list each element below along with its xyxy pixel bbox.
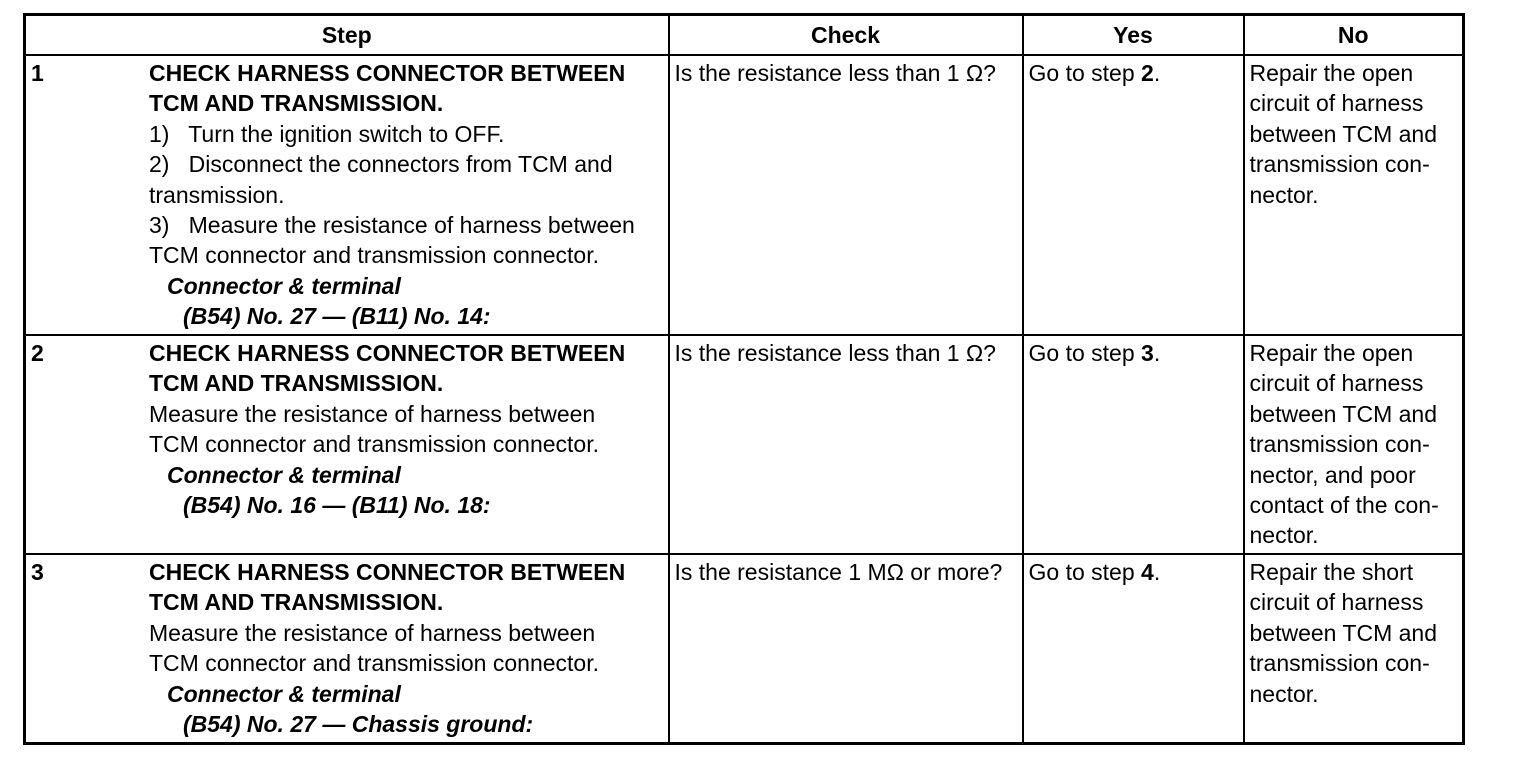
check-cell — [669, 554, 1023, 743]
no-text: Repair the short circuit of harness between TCM and transmission con-nector. — [1249, 559, 1438, 707]
diagnostic-table — [23, 13, 1465, 745]
table-row — [25, 55, 1464, 335]
yes-prefix: Go to step — [1028, 60, 1142, 86]
no-text: Repair the open circuit of harness between TCM and transmission con-nector, and poor contact of the con-nector. — [1249, 340, 1439, 549]
step-number: 1 — [31, 60, 44, 86]
yes-suffix: . — [1153, 340, 1161, 366]
step-title: CHECK HARNESS CONNECTOR BETWEEN — [149, 340, 626, 366]
table-row — [25, 554, 1464, 743]
step-title: TCM AND TRANSMISSION. — [149, 589, 444, 616]
yes-text — [1024, 56, 1243, 88]
instruction: 2) Disconnect the connectors from TCM and transmission. — [149, 151, 619, 208]
yes-prefix: Go to step — [1028, 340, 1142, 366]
table-row — [25, 335, 1464, 554]
check-text: Is the resistance less than 1 Ω? — [674, 60, 996, 86]
yes-cell — [1023, 335, 1244, 554]
step-title: CHECK HARNESS CONNECTOR BETWEEN — [149, 559, 626, 585]
instruction: Measure the resistance of harness between TCM connector and transmission connector. — [149, 619, 599, 677]
yes-prefix: Go to step — [1028, 559, 1142, 585]
connector-value: (B54) No. 27 — Chassis ground: — [183, 711, 534, 738]
step-number: 3 — [31, 559, 44, 585]
no-cell — [1244, 554, 1464, 743]
yes-step-number: 4 — [1141, 559, 1154, 585]
check-cell — [669, 335, 1023, 554]
check-text: Is the resistance 1 MΩ or more? — [674, 559, 1003, 585]
yes-cell — [1023, 55, 1244, 335]
header-yes: Yes — [1023, 15, 1244, 56]
step-title: TCM AND TRANSMISSION. — [149, 370, 444, 397]
connector-value: (B54) No. 16 — (B11) No. 18: — [183, 492, 491, 519]
check-text: Is the resistance less than 1 Ω? — [674, 340, 996, 366]
yes-text — [1024, 336, 1243, 368]
step-cell — [25, 335, 669, 554]
step-title: CHECK HARNESS CONNECTOR BETWEEN — [149, 60, 626, 86]
no-text: Repair the open circuit of harness between TCM and transmission con-nector. — [1249, 60, 1438, 208]
header-check: Check — [669, 15, 1023, 56]
no-cell — [1244, 55, 1464, 335]
yes-step-number: 2 — [1141, 60, 1154, 86]
step-number: 2 — [31, 340, 44, 366]
instruction: Measure the resistance of harness between TCM connector and transmission connector. — [149, 400, 599, 458]
step-cell — [25, 554, 669, 743]
header-row — [25, 15, 1464, 56]
yes-suffix: . — [1153, 559, 1161, 585]
step-title: TCM AND TRANSMISSION. — [149, 90, 444, 117]
connector-value: (B54) No. 27 — (B11) No. 14: — [183, 303, 491, 330]
check-cell — [669, 55, 1023, 335]
no-cell — [1244, 335, 1464, 554]
header-no: No — [1244, 15, 1464, 56]
connector-label: Connector & terminal — [167, 461, 401, 488]
yes-suffix: . — [1153, 60, 1161, 86]
instruction: 3) Measure the resistance of harness between TCM connector and transmission connector. — [149, 212, 641, 269]
instruction: 1) Turn the ignition switch to OFF. — [149, 120, 505, 147]
yes-cell — [1023, 554, 1244, 743]
connector-label: Connector & terminal — [167, 272, 401, 299]
connector-label: Connector & terminal — [167, 680, 401, 707]
header-step: Step — [25, 15, 669, 56]
step-cell — [25, 55, 669, 335]
yes-text — [1024, 555, 1243, 587]
yes-step-number: 3 — [1141, 340, 1154, 366]
